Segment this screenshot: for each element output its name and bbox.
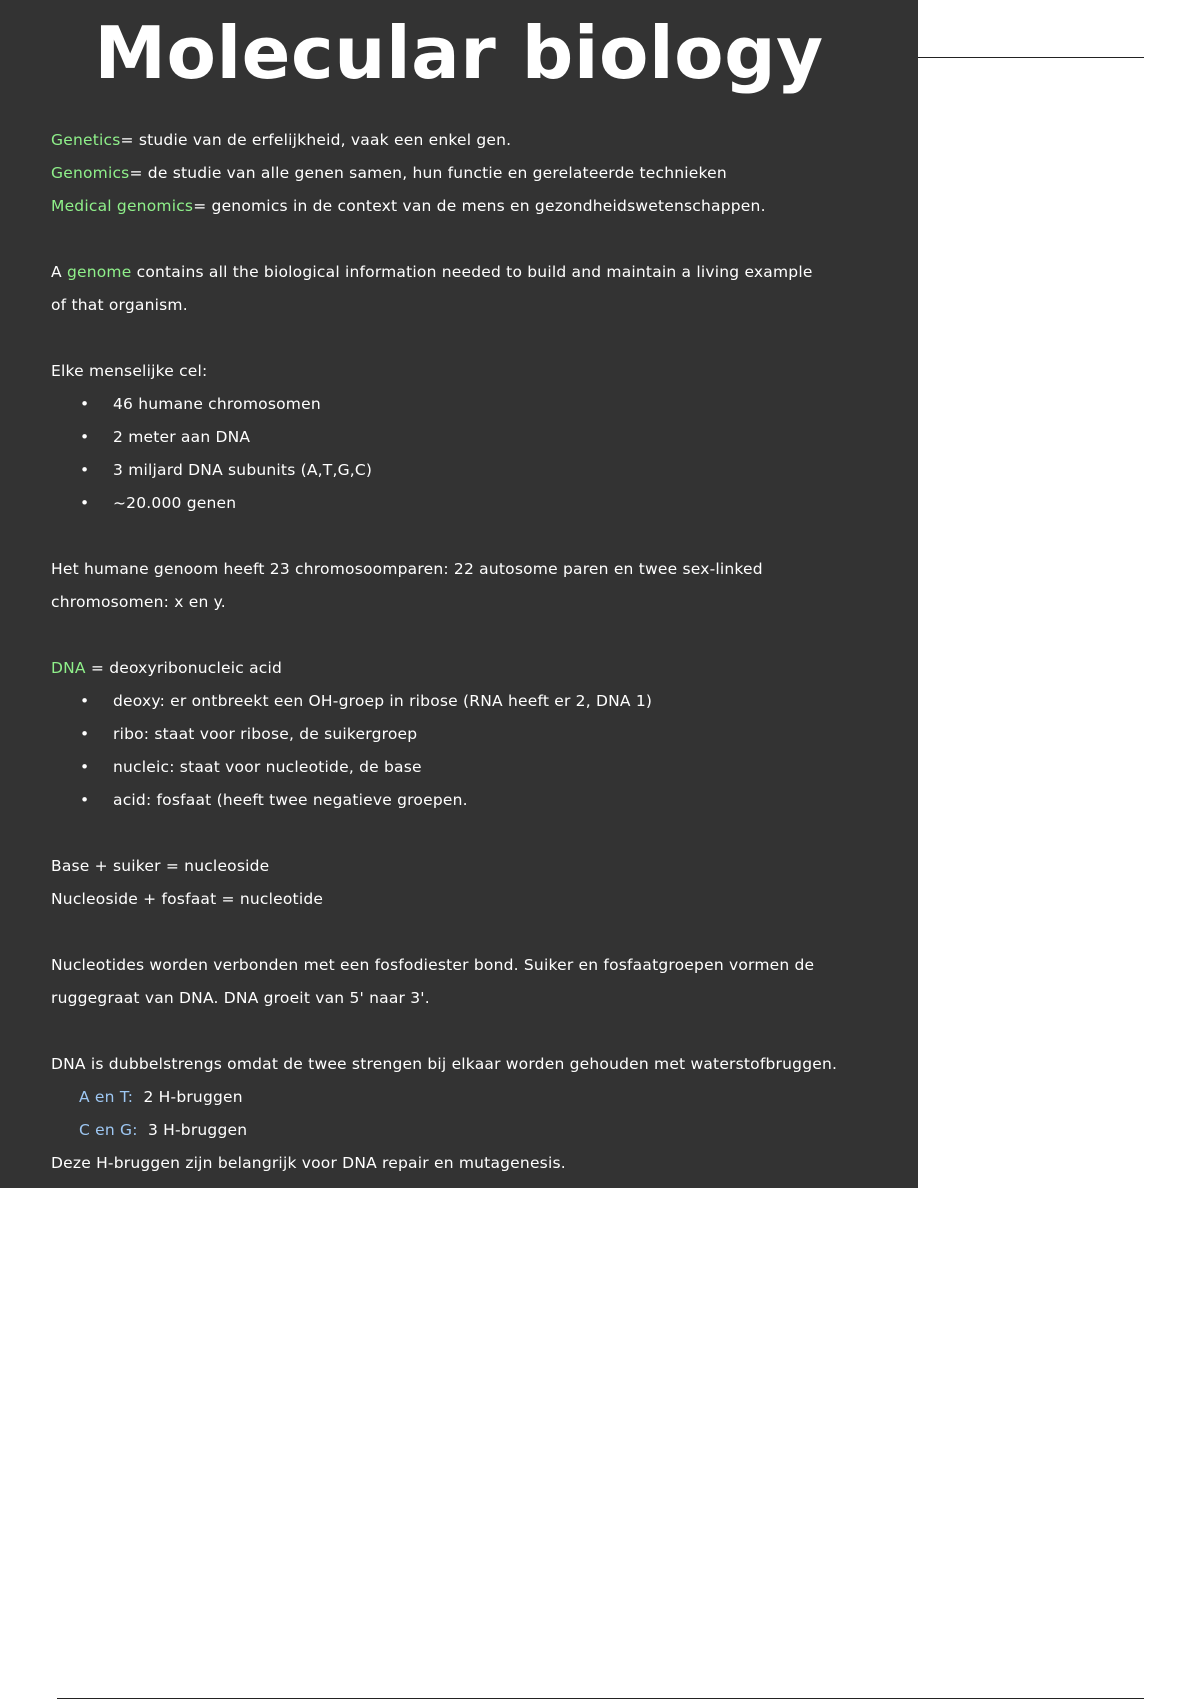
formula-nucleotide: Nucleoside + fosfaat = nucleotide — [51, 890, 324, 908]
notes-body — [51, 124, 901, 1180]
header-rule — [918, 57, 1144, 58]
dna-definition: DNA = deoxyribonucleic acid — [51, 659, 283, 677]
bullet-icon: • — [80, 395, 90, 413]
term-medical-genomics: Medical genomics — [51, 197, 194, 215]
pair-cg: C en G: 3 H-bruggen — [79, 1121, 248, 1139]
definition-text: genomics in de context van de mens en gezondheidswetenschappen. — [211, 197, 766, 215]
definition-genetics: Genetics= studie van de erfelijkheid, vaak een enkel gen. — [51, 131, 512, 149]
list-item: • deoxy: er ontbreekt een OH-groep in ribose (RNA heeft er 2, DNA 1) — [51, 685, 901, 718]
nucleotides-line: Nucleotides worden verbonden met een fosfodiester bond. Suiker en fosfaatgroepen vormen de — [51, 956, 815, 974]
definition-genomics: Genomics= de studie van alle genen samen, hun functie en gerelateerde technieken — [51, 164, 727, 182]
definition-text: studie van de erfelijkheid, vaak een enkel gen. — [138, 131, 512, 149]
human-genome-line: Het humane genoom heeft 23 chromosoomparen: 22 autosome paren en twee sex-linked — [51, 560, 763, 578]
pair-at: A en T: 2 H-bruggen — [79, 1088, 243, 1106]
term-genome: genome — [66, 263, 132, 281]
list-item: • 3 miljard DNA subunits (A,T,G,C) — [51, 454, 901, 487]
list-item: • 46 humane chromosomen — [51, 388, 901, 421]
list-item: • ribo: staat voor ribose, de suikergroep — [51, 718, 901, 751]
definition-medical-genomics: Medical genomics= genomics in de context van de mens en gezondheidswetenschappen. — [51, 197, 766, 215]
page-title: Molecular biology — [94, 11, 824, 95]
term-dna: DNA — [51, 659, 86, 677]
list-item: • 2 meter aan DNA — [51, 421, 901, 454]
list-item: • nucleic: staat voor nucleotide, de base — [51, 751, 901, 784]
formula-nucleoside: Base + suiker = nucleoside — [51, 857, 270, 875]
bullet-icon: • — [80, 758, 90, 776]
bullet-icon: • — [80, 692, 90, 710]
bullet-icon: • — [80, 791, 90, 809]
hbond-importance: Deze H-bruggen zijn belangrijk voor DNA repair en mutagenesis. — [51, 1154, 566, 1172]
bullet-icon: • — [80, 428, 90, 446]
human-genome-line-cont: chromosomen: x en y. — [51, 593, 226, 611]
bullet-icon: • — [80, 461, 90, 479]
pair-label: A en T: — [79, 1088, 134, 1106]
double-strand-line: DNA is dubbelstrengs omdat de twee strengen bij elkaar worden gehouden met waterstofbruggen. — [51, 1055, 838, 1073]
definition-text: de studie van alle genen samen, hun functie en gerelateerde technieken — [147, 164, 727, 182]
bullet-icon: • — [80, 725, 90, 743]
list-item: • acid: fosfaat (heeft twee negatieve groepen. — [51, 784, 901, 817]
genome-sentence-cont: of that organism. — [51, 296, 188, 314]
footer-rule — [57, 1698, 1144, 1699]
nucleotides-line-cont: ruggegraat van DNA. DNA groeit van 5' naar 3'. — [51, 989, 430, 1007]
pair-label: C en G: — [79, 1121, 138, 1139]
genome-sentence: A genome contains all the biological information needed to build and maintain a living example — [51, 263, 813, 281]
cell-heading: Elke menselijke cel: — [51, 362, 208, 380]
list-item: • ~20.000 genen — [51, 487, 901, 520]
bullet-icon: • — [80, 494, 90, 512]
term-genomics: Genomics — [51, 164, 130, 182]
term-genetics: Genetics — [51, 131, 121, 149]
